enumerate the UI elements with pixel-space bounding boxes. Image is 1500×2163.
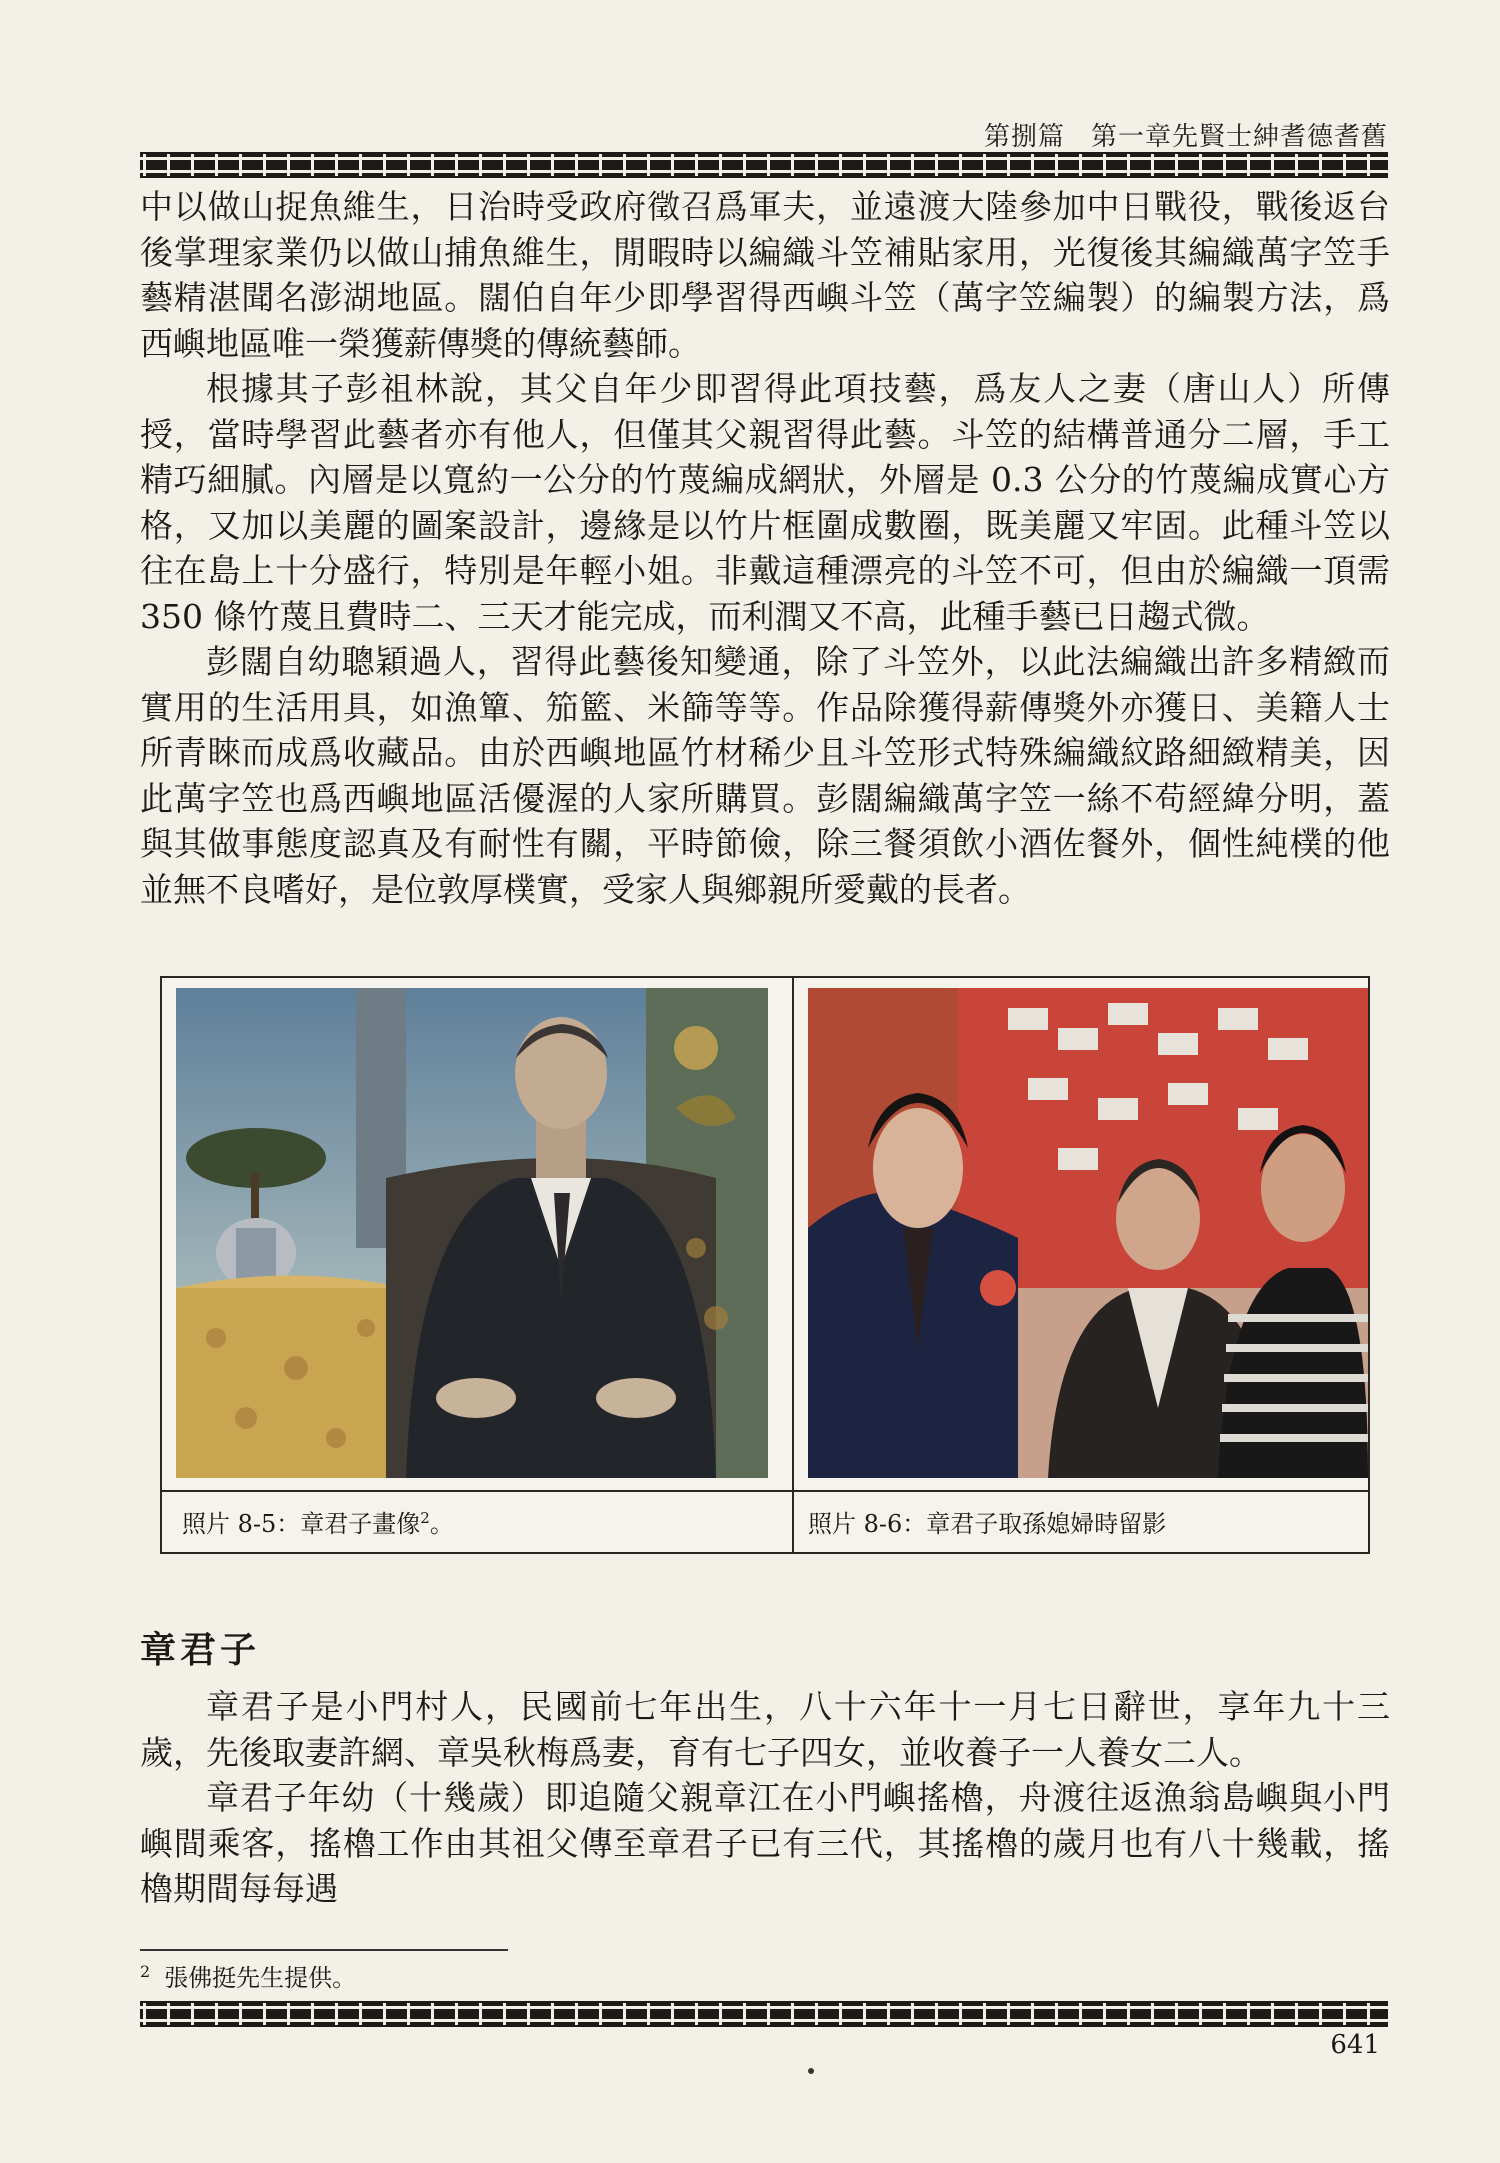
page-number: 641	[1330, 2030, 1380, 2060]
chapter-title: 第一章先賢士紳耆德耆舊	[1090, 122, 1388, 152]
paragraph: 根據其子彭祖林說，其父自年少即習得此項技藝，爲友人之妻（唐山人）所傳授，當時學習此藝者亦有他人，但僅其父親習得此藝。斗笠的結構普通分二層，手工精巧細膩。內層是以寬約一公分的竹蔑編成網狀，外層是 0.3 公分的竹蔑編成實心方格，又加以美麗的圖案設計，邊緣是以竹片框圍成數圈，既美麗又牢固。此種斗笠以往在島上十分盛行，特別是年輕小姐。非戴這種漂亮的斗笠不可，但由於編織一頂需 350 條竹蔑且費時二、三天才能完成，而利潤又不高，此種手藝已日趨式微。	[140, 369, 1390, 636]
figure-divider	[792, 978, 794, 1552]
footnote-ref[interactable]: 2	[420, 1509, 430, 1527]
top-fret-border	[140, 152, 1388, 178]
photo-figure-table	[160, 976, 1370, 1554]
photo-caption-8-5: 照片 8-5：章君子畫像$^2$。	[182, 1509, 454, 1538]
paragraph: 章君子年幼（十幾歲）即追隨父親章江在小門嶼搖櫓，舟渡往返漁翁島嶼與小門嶼間乘客，搖櫓工作由其祖父傳至章君子已有三代，其搖櫓的歲月也有八十幾載，搖櫓期間每每遇	[140, 1778, 1390, 1908]
part-title: 第捌篇	[983, 122, 1065, 152]
print-speck	[808, 2068, 814, 2074]
photo-caption-8-6: 照片 8-6：章君子取孫媳婦時留影	[808, 1510, 1167, 1538]
footnote-text: 張佛挺先生提供。	[164, 1964, 357, 1992]
body-text-top	[140, 184, 1390, 912]
bottom-fret-border	[140, 2001, 1388, 2027]
paragraph: 彭闊自幼聰穎過人，習得此藝後知變通，除了斗笠外，以此法編織出許多精緻而實用的生活用具，如漁簞、笳籃、米篩等等。作品除獲得薪傳獎外亦獲日、美籍人士所青睞而成爲收藏品。由於西嶼地區竹材稀少且斗笠形式特殊編織紋路細緻精美，因此萬字笠也爲西嶼地區活優渥的人家所購買。彭闊編織萬字笠一絲不苟經緯分明，蓋與其做事態度認真及有耐性有關，平時節儉，除三餐須飲小酒佐餐外，個性純樸的他並無不良嗜好，是位敦厚樸實，受家人與鄉親所愛戴的長者。	[140, 642, 1390, 909]
section-heading: 章君子	[140, 1629, 261, 1671]
family-photo	[808, 988, 1368, 1478]
portrait-painting-photo	[176, 988, 768, 1478]
caption-rule	[162, 1490, 1368, 1492]
footnote-mark: 2	[140, 1962, 151, 1981]
footnote	[140, 1958, 356, 1993]
body-text-section	[140, 1684, 1390, 1912]
running-header	[984, 116, 1388, 153]
footnote-rule	[140, 1949, 508, 1951]
paragraph: 章君子是小門村人，民國前七年出生，八十六年十一月七日辭世，享年九十三歲，先後取妻許網、章吳秋梅爲妻，育有七子四女，並收養子一人養女二人。	[140, 1687, 1390, 1772]
paragraph: 中以做山捉魚維生，日治時受政府徵召爲軍夫，並遠渡大陸參加中日戰役，戰後返台後掌理家業仍以做山捕魚維生，閒暇時以編織斗笠補貼家用，光復後其編織萬字笠手藝精湛聞名澎湖地區。闊伯自年少即學習得西嶼斗笠（萬字笠編製）的編製方法，爲西嶼地區唯一榮獲薪傳獎的傳統藝師。	[140, 187, 1390, 363]
